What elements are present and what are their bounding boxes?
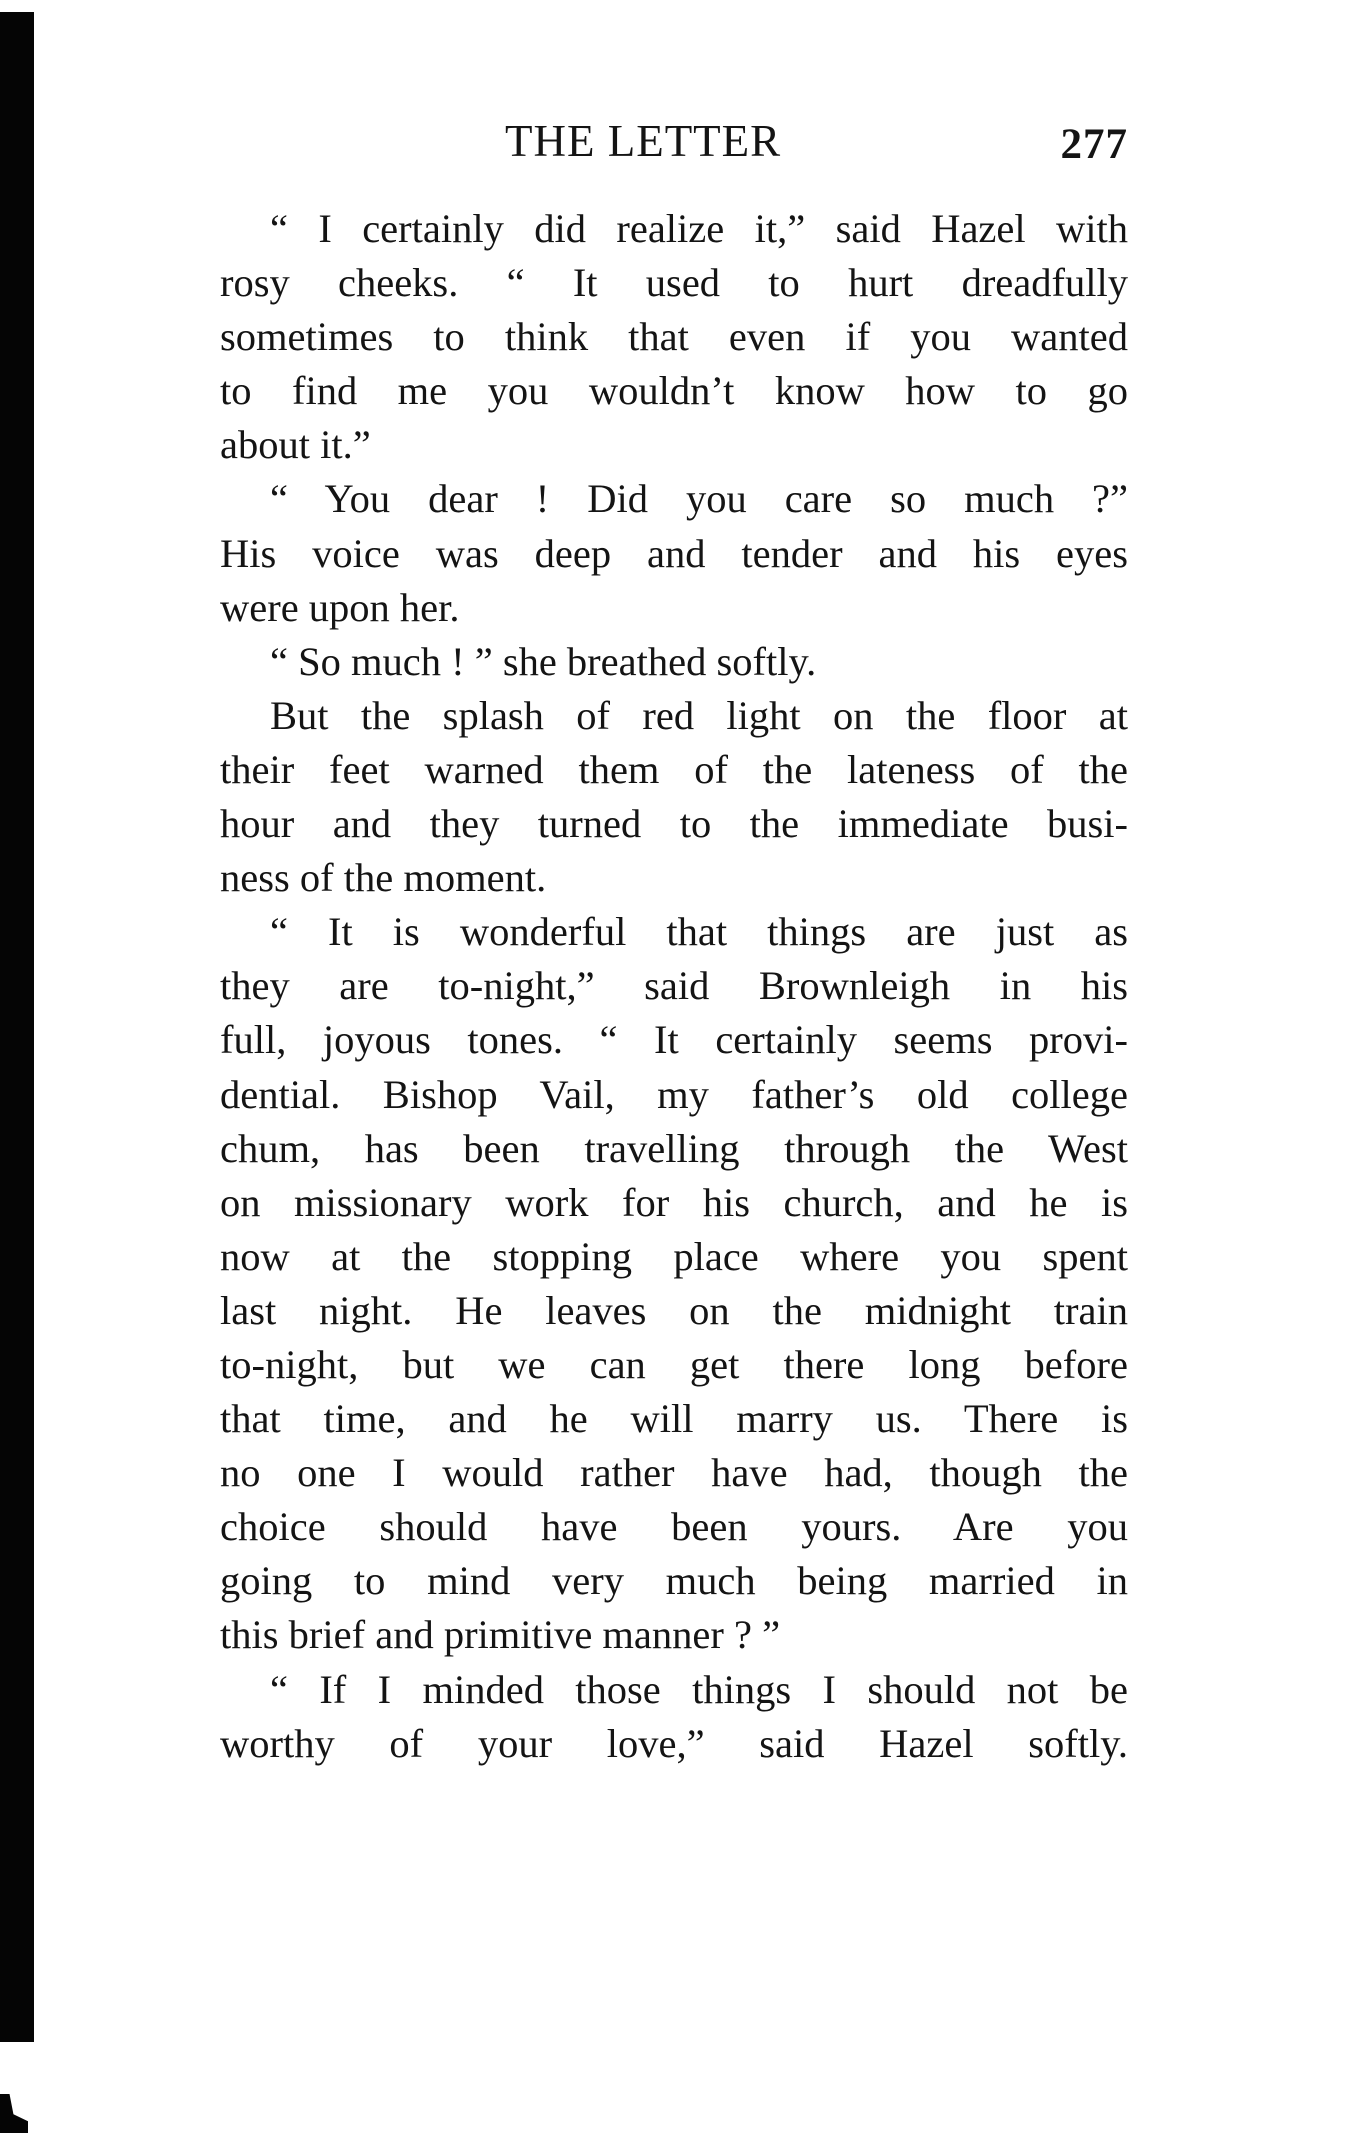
text-line: last night. He leaves on the midnight train bbox=[220, 1287, 1128, 1333]
text-line: But the splash of red light on the floor at bbox=[270, 692, 1128, 738]
text-line: worthy of your love,” said Hazel softly. bbox=[220, 1720, 1128, 1766]
text-line: they are to-night,” said Brownleigh in his bbox=[220, 963, 1128, 1009]
text-line: “ So much ! ” she breathed softly. bbox=[270, 638, 817, 684]
page-header bbox=[220, 112, 1128, 170]
text-line: now at the stopping place where you spent bbox=[220, 1233, 1128, 1279]
text-line: dential. Bishop Vail, my father’s old college bbox=[220, 1071, 1128, 1117]
text-line: full, joyous tones. “ It certainly seems provi- bbox=[220, 1017, 1128, 1063]
text-line: choice should have been yours. Are you bbox=[220, 1504, 1128, 1550]
text-line: sometimes to think that even if you wanted bbox=[220, 314, 1128, 360]
text-line: ness of the moment. bbox=[220, 855, 547, 901]
text-line: about it.” bbox=[220, 422, 371, 468]
text-line: no one I would rather have had, though the bbox=[220, 1450, 1128, 1496]
text-line: “ It is wonderful that things are just as bbox=[270, 909, 1128, 955]
page-number: 277 bbox=[1060, 121, 1128, 168]
text-line: rosy cheeks. “ It used to hurt dreadfully bbox=[220, 260, 1128, 306]
text-line: were upon her. bbox=[220, 584, 460, 630]
text-line: to-night, but we can get there long before bbox=[220, 1341, 1128, 1387]
text-line: on missionary work for his church, and he is bbox=[220, 1179, 1128, 1225]
text-line: that time, and he will marry us. There is bbox=[220, 1396, 1128, 1442]
text-line: their feet warned them of the lateness of the bbox=[220, 746, 1128, 792]
text-line: “ You dear ! Did you care so much ?” bbox=[270, 476, 1128, 522]
text-line: “ I certainly did realize it,” said Hazel with bbox=[270, 206, 1128, 251]
text-line: going to mind very much being married in bbox=[220, 1558, 1128, 1604]
page-binding-shadow bbox=[0, 12, 34, 2042]
text-line: this brief and primitive manner ? ” bbox=[220, 1612, 781, 1658]
text-line: His voice was deep and tender and his eyes bbox=[220, 530, 1128, 576]
text-line: “ If I minded those things I should not be bbox=[270, 1666, 1128, 1712]
text-line: hour and they turned to the immediate busi- bbox=[220, 801, 1128, 847]
text-line: chum, has been travelling through the West bbox=[220, 1125, 1128, 1171]
running-title: THE LETTER bbox=[505, 116, 782, 166]
text-line: to find me you wouldn’t know how to go bbox=[220, 368, 1128, 414]
page-corner-shadow bbox=[0, 2094, 28, 2133]
page-body bbox=[220, 202, 1128, 1771]
